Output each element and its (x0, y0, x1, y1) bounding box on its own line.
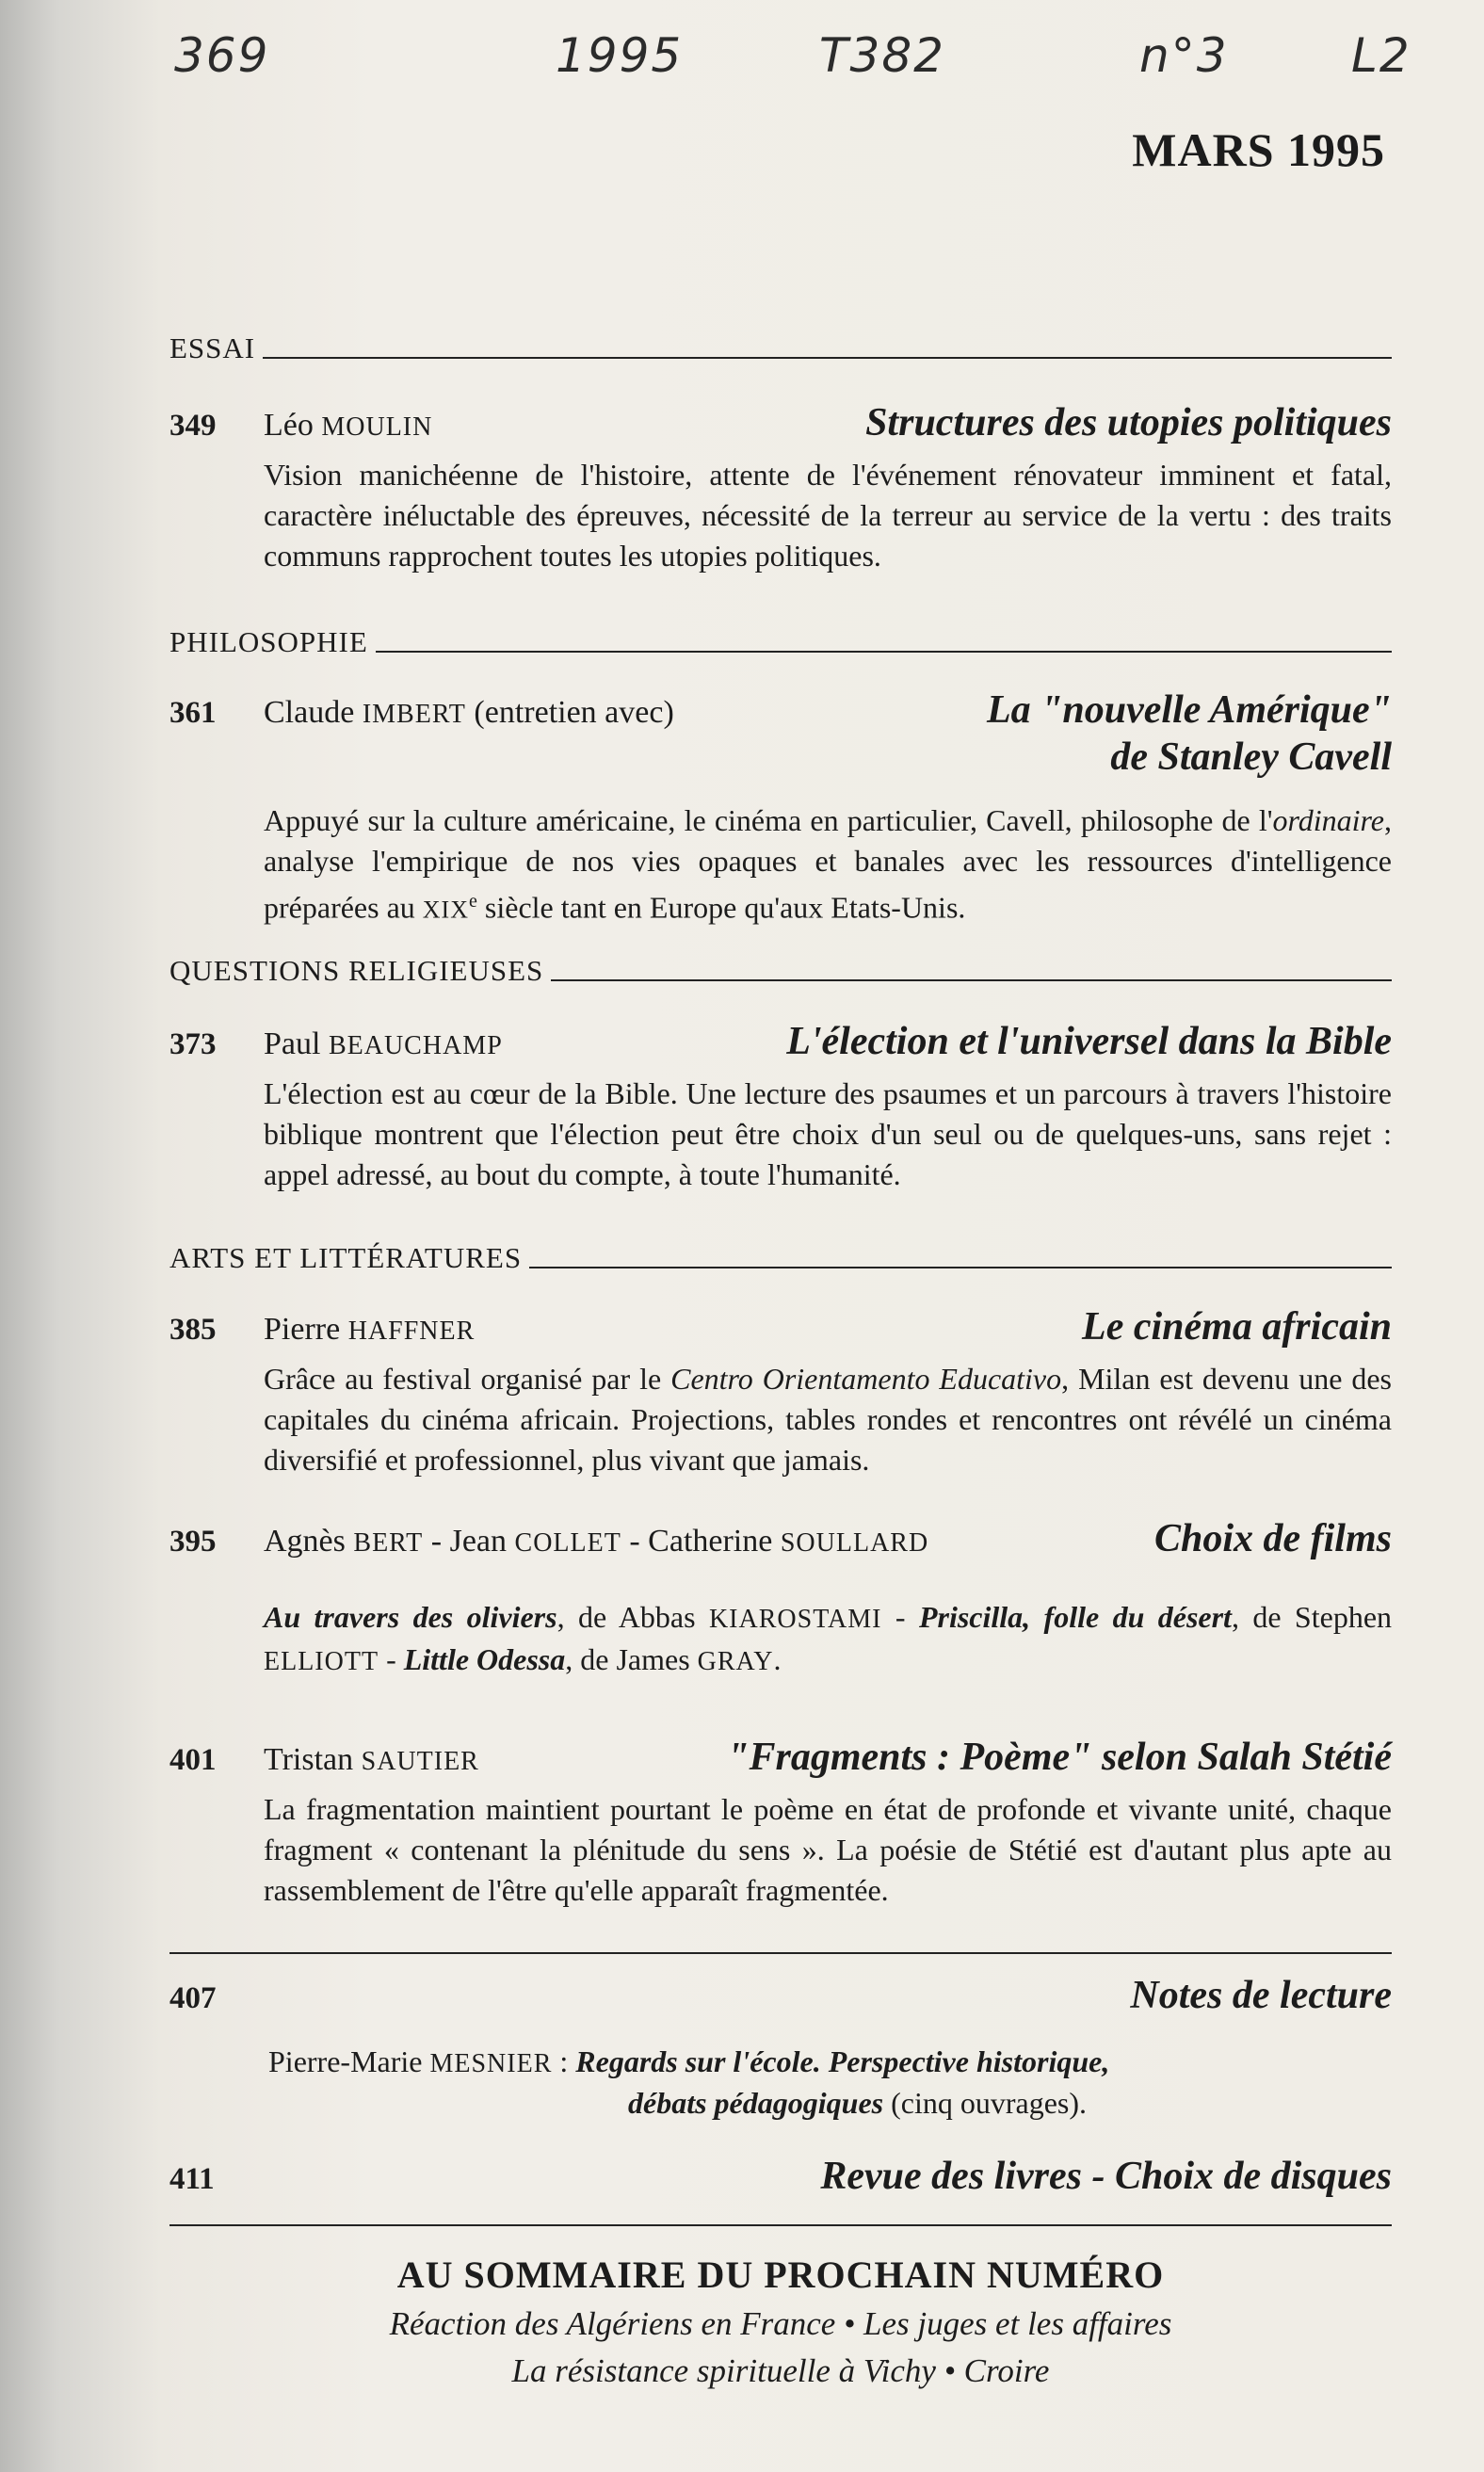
entry-407 (169, 1973, 1392, 2018)
issue-date: MARS 1995 (1132, 123, 1385, 176)
rubric-arts-litteratures (169, 1241, 1392, 1275)
handwritten-mark: 1995 (556, 28, 684, 83)
section-divider (169, 1952, 1392, 1954)
author-name: Paul BEAUCHAMP (264, 1026, 503, 1061)
author-name: Tristan SAUTIER (264, 1742, 479, 1777)
article-abstract: Vision manichéenne de l'histoire, attente de l'événement rénovateur imminent et fatal, caractère inéluctable des épreuves, nécessité de la terreur au service de la vertu : des traits communs rapprochent toutes les utopies politiques. (264, 458, 1392, 573)
entry-373 (169, 1019, 1392, 1195)
entry-349 (169, 400, 1392, 576)
handwritten-mark: T382 (819, 28, 945, 83)
entry-361 (169, 687, 1392, 930)
film-list: Au travers des oliviers, de Abbas KIAROSTAMI - Priscilla, folle du désert, de Stephen ELLIOTT - Little Odessa, de James GRAY. (264, 1600, 1393, 1676)
article-title: Le cinéma africain (1082, 1305, 1392, 1349)
article-abstract: La fragmentation maintient pourtant le poème en état de profonde et vivante unité, chaque fragment « contenant la plénitude du sens ». La poésie de Stétié est d'autant plus apte au rassemblement de l'être qu'elle apparaît fragmentée. (264, 1792, 1392, 1907)
author-name: Claude IMBERT (entretien avec) (264, 695, 674, 730)
next-issue-heading: AU SOMMAIRE DU PROCHAIN NUMÉRO (396, 2254, 1165, 2296)
article-title: L'élection et l'universel dans la Bible (786, 1020, 1392, 1063)
rubric-essai (169, 331, 1392, 365)
page-number: 395 (169, 1525, 217, 1559)
article-title: Structures des utopies politiques (865, 401, 1392, 444)
entry-395 (169, 1516, 1392, 1682)
handwritten-mark: n°3 (1139, 28, 1229, 83)
rubric-questions-religieuses (169, 954, 1392, 988)
page-number: 361 (169, 696, 217, 730)
article-title: Notes de lecture (1130, 1974, 1392, 2017)
author-name: Agnès BERT - Jean COLLET - Catherine SOULLARD (264, 1524, 929, 1559)
handwritten-mark: L2 (1351, 28, 1411, 83)
entry-385 (169, 1304, 1392, 1480)
notes-book-line1: Pierre-Marie MESNIER : Regards sur l'école. Perspective historique, (268, 2044, 1110, 2078)
handwritten-mark: 369 (174, 28, 270, 83)
entry-411 (169, 2154, 1392, 2199)
page-number: 373 (169, 1027, 217, 1061)
article-abstract: L'élection est au cœur de la Bible. Une lecture des psaumes et un parcours à travers l'histoire biblique montrent que l'élection peut être choix d'un seul ou de quelques-uns, sans rejet : appel adressé, au bout du compte, à toute l'humanité. (264, 1076, 1392, 1191)
article-title: Revue des livres - Choix de disques (820, 2155, 1392, 2198)
page-number: 407 (169, 1981, 217, 2015)
rubric-label: QUESTIONS RELIGIEUSES (169, 954, 544, 987)
page-number: 349 (169, 409, 217, 443)
author-name: Léo MOULIN (264, 408, 433, 443)
section-divider (169, 2224, 1392, 2226)
notes-book-line2: débats pédagogiques (cinq ouvrages). (628, 2086, 1088, 2120)
page-number: 411 (169, 2162, 215, 2196)
author-name: Pierre HAFFNER (264, 1312, 476, 1347)
next-issue-line: La résistance spirituelle à Vichy • Croire (511, 2352, 1050, 2389)
article-abstract: Appuyé sur la culture américaine, le cinéma en particulier, Cavell, philosophe de l'ordinaire, analyse l'empirique de nos vies opaques et banales avec les ressources d'intelligence préparées au XIXe siècle tant en Europe qu'aux Etats-Unis. (264, 803, 1392, 925)
article-title: La "nouvelle Amérique" (986, 688, 1392, 732)
article-title-line2: de Stanley Cavell (1110, 735, 1392, 779)
page-number: 401 (169, 1743, 217, 1777)
article-title: Choix de films (1153, 1517, 1392, 1560)
entry-401 (169, 1735, 1392, 1911)
rubric-label: ESSAI (169, 331, 256, 364)
rubric-label: ARTS ET LITTÉRATURES (169, 1241, 523, 1274)
rubric-philosophie (169, 625, 1392, 659)
article-abstract: Grâce au festival organisé par le Centro Orientamento Educativo, Milan est devenu une des capitales du cinéma africain. Projections, tables rondes et rencontres ont révélé un cinéma diversifié et professionnel, plus vivant que jamais. (264, 1362, 1393, 1477)
page-number: 385 (169, 1313, 217, 1347)
rubric-label: PHILOSOPHIE (169, 625, 368, 658)
next-issue-line: Réaction des Algériens en France • Les juges et les affaires (389, 2305, 1172, 2342)
article-title: "Fragments : Poème" selon Salah Stétié (727, 1736, 1392, 1779)
